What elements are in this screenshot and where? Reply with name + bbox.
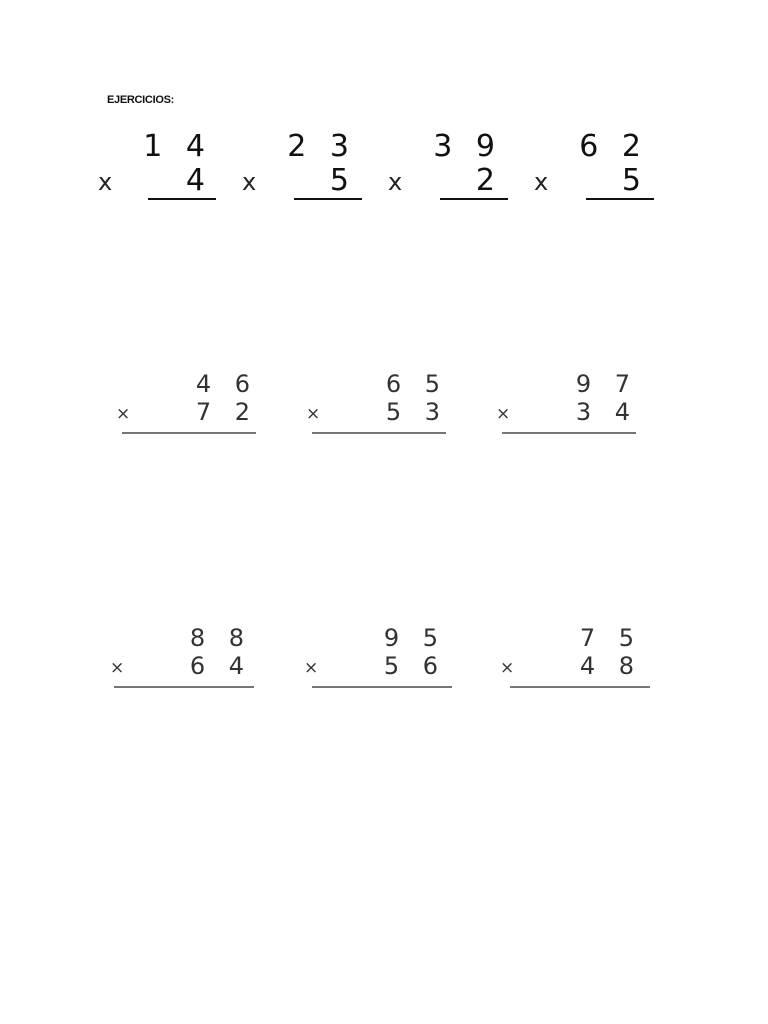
multiplicand: 9 7: [575, 370, 638, 398]
answer-line: [510, 686, 650, 688]
multiplicand: 6 2: [579, 129, 648, 164]
answer-line: [502, 432, 636, 434]
multiplier: 2: [475, 163, 502, 198]
times-sign: ×: [500, 658, 515, 678]
answer-line: [122, 432, 256, 434]
times-sign: ×: [110, 658, 125, 678]
multiplier: 4 8: [579, 652, 642, 680]
times-sign: ×: [306, 404, 321, 424]
times-sign: ×: [496, 404, 511, 424]
multiplier: 5: [621, 163, 648, 198]
times-sign: ×: [304, 658, 319, 678]
multiplier: 6 4: [189, 652, 252, 680]
multiplicand: 9 5: [383, 624, 446, 652]
answer-line: [294, 198, 362, 200]
multiplicand: 2 3: [287, 129, 356, 164]
multiplicand: 3 9: [433, 129, 502, 164]
times-sign: x: [242, 168, 257, 196]
times-sign: ×: [116, 404, 131, 424]
answer-line: [148, 198, 216, 200]
answer-line: [114, 686, 254, 688]
multiplicand: 8 8: [189, 624, 252, 652]
multiplicand: 1 4: [143, 129, 212, 164]
multiplier: 5 6: [383, 652, 446, 680]
page-title: EJERCICIOS:: [107, 94, 174, 106]
multiplicand: 7 5: [579, 624, 642, 652]
answer-line: [440, 198, 508, 200]
multiplier: 5 3: [385, 398, 448, 426]
multiplicand: 6 5: [385, 370, 448, 398]
multiplier: 3 4: [575, 398, 638, 426]
times-sign: x: [534, 168, 549, 196]
multiplier: 7 2: [195, 398, 258, 426]
answer-line: [586, 198, 654, 200]
multiplier: 4: [185, 163, 212, 198]
answer-line: [312, 432, 446, 434]
multiplier: 5: [329, 163, 356, 198]
answer-line: [312, 686, 452, 688]
times-sign: x: [98, 168, 113, 196]
multiplicand: 4 6: [195, 370, 258, 398]
times-sign: x: [388, 168, 403, 196]
